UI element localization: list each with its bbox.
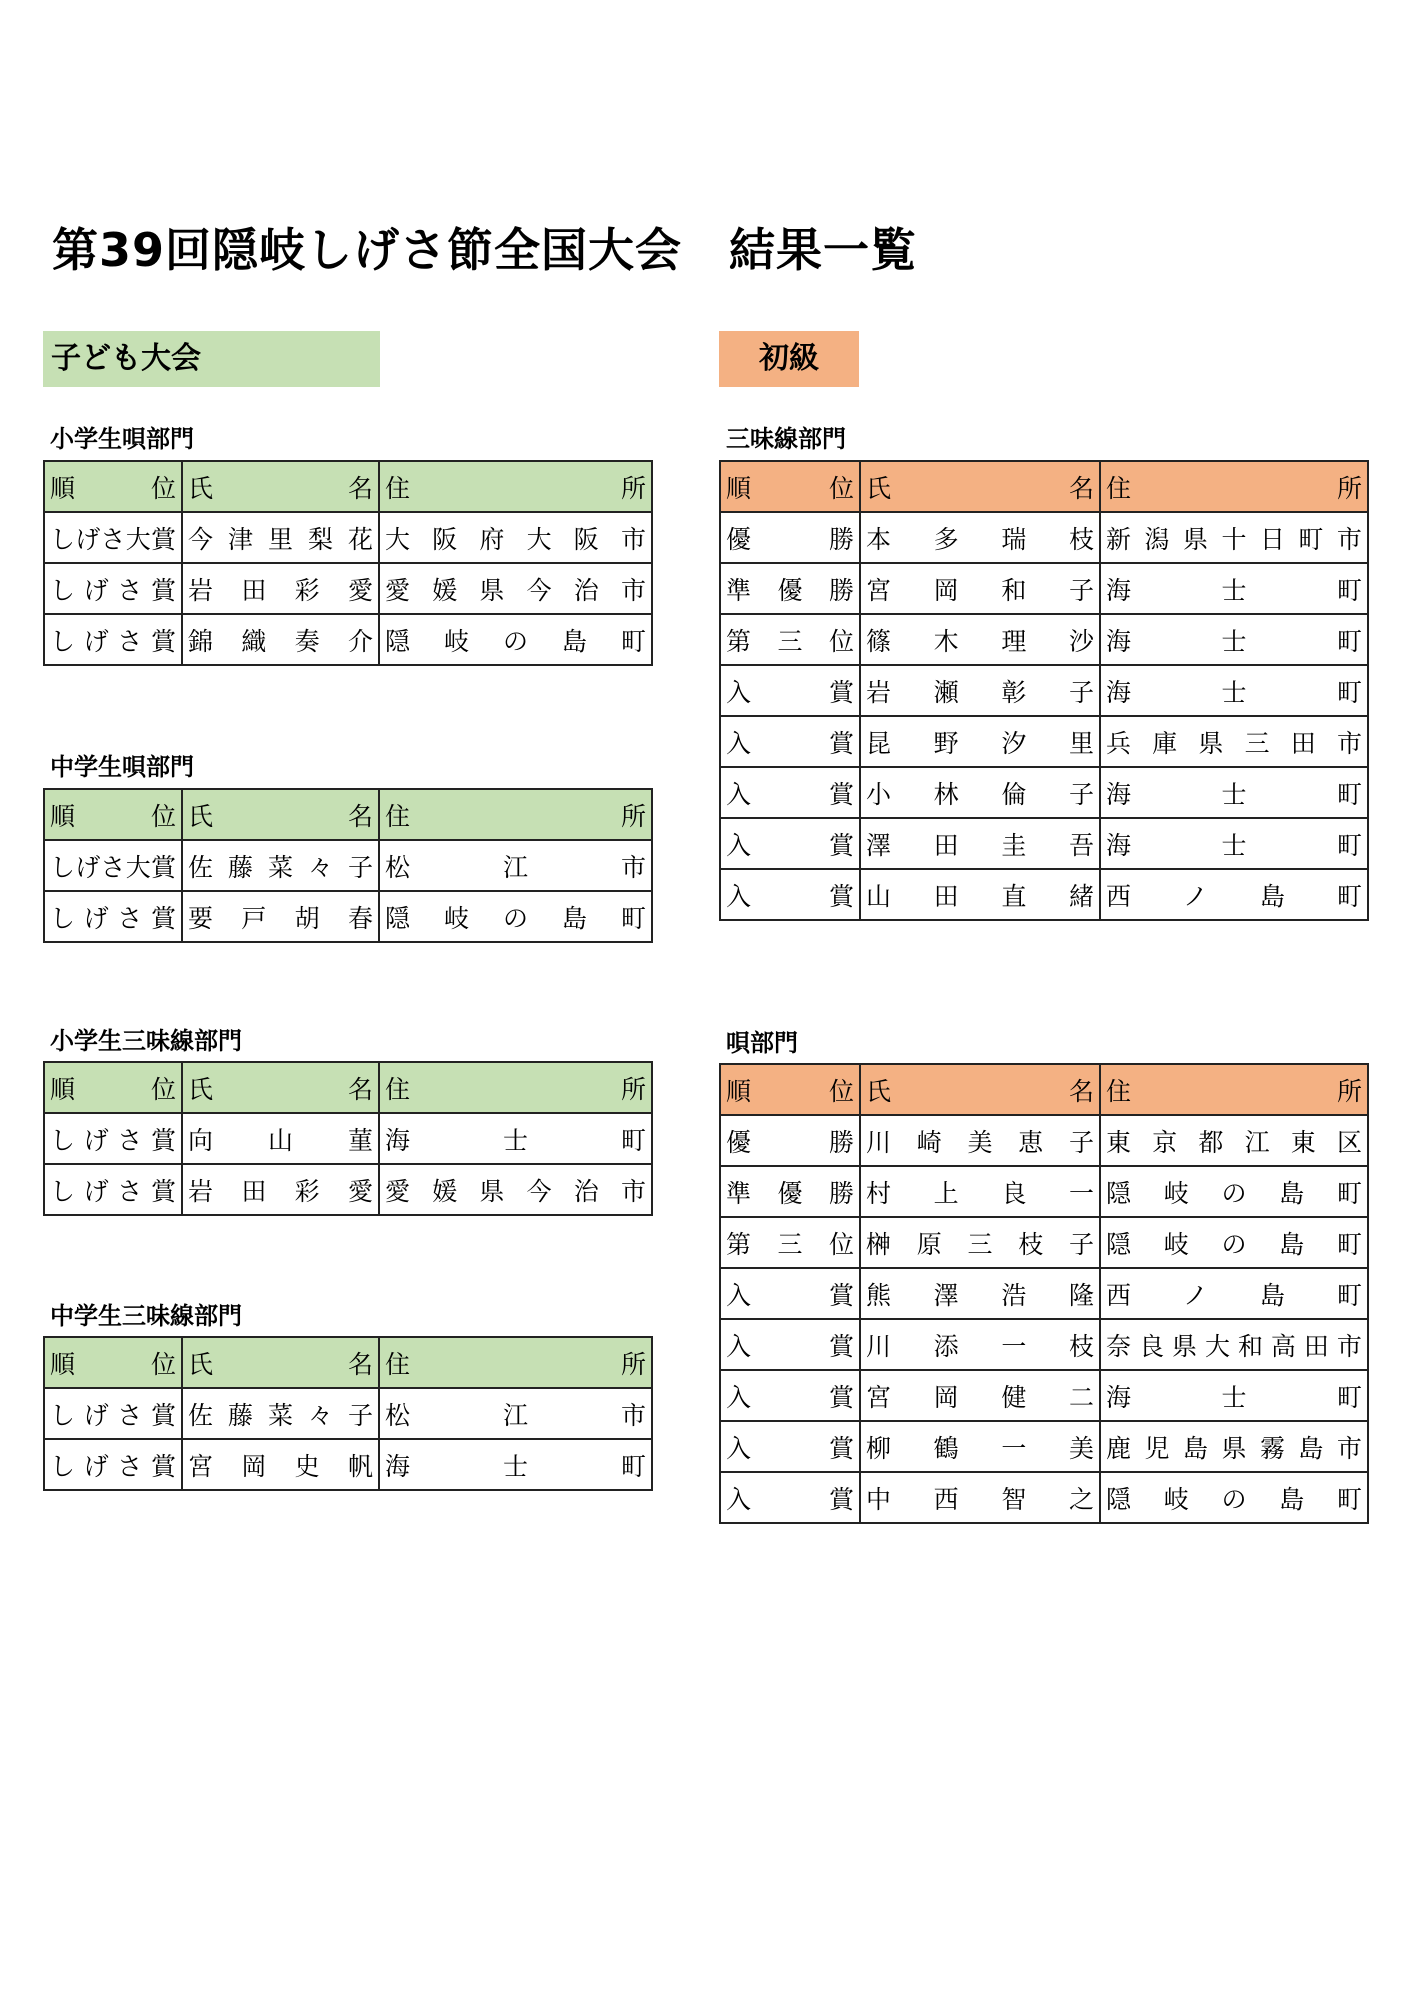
table-row — [720, 1421, 1368, 1472]
address-cell — [379, 1388, 652, 1439]
name-cell — [860, 1421, 1100, 1472]
header-address — [1100, 1064, 1368, 1115]
name-cell-text: 錦 織 奏 介 — [188, 626, 373, 656]
rank-cell-text: 準 優 勝 — [726, 1178, 854, 1208]
header-name — [182, 789, 379, 840]
header-rank-text: 順 位 — [50, 1074, 176, 1104]
address-cell — [379, 1164, 652, 1215]
header-address-text: 住 所 — [385, 1349, 646, 1379]
rank-cell-text: 入 賞 — [726, 830, 854, 860]
address-cell — [379, 512, 652, 563]
name-cell — [860, 716, 1100, 767]
address-cell — [1100, 1268, 1368, 1319]
name-cell — [182, 1439, 379, 1490]
header-name-text: 氏 名 — [866, 473, 1094, 503]
name-cell-text: 昆 野 汐 里 — [866, 728, 1094, 758]
table-row — [44, 1439, 652, 1490]
name-cell — [860, 767, 1100, 818]
name-cell — [860, 869, 1100, 920]
name-cell — [860, 1319, 1100, 1370]
table-row — [720, 665, 1368, 716]
table-row — [720, 818, 1368, 869]
results-table-elementary-song — [43, 460, 653, 666]
name-cell — [860, 1115, 1100, 1166]
name-cell-text: 本 多 瑞 枝 — [866, 524, 1094, 554]
rank-cell — [720, 563, 860, 614]
rank-cell-text: し げ さ 賞 — [50, 1176, 176, 1206]
rank-cell-text: し げ さ 賞 — [50, 1400, 176, 1430]
name-cell — [182, 1164, 379, 1215]
header-address — [379, 461, 652, 512]
rank-cell-text: 入 賞 — [726, 1433, 854, 1463]
rank-cell — [44, 563, 182, 614]
address-cell — [1100, 1166, 1368, 1217]
rank-cell-text: し げ さ 賞 — [50, 903, 176, 933]
table-header-row — [44, 789, 652, 840]
name-cell-text: 宮 岡 和 子 — [866, 575, 1094, 605]
section-title-junior-shamisen: 中学生三味線部門 — [50, 1302, 242, 1330]
address-cell-text: 海 士 町 — [385, 1125, 646, 1155]
table-header-row — [720, 1064, 1368, 1115]
name-cell-text: 村 上 良 一 — [866, 1178, 1094, 1208]
table-row — [44, 563, 652, 614]
rank-cell-text: 入 賞 — [726, 677, 854, 707]
header-address-text: 住 所 — [385, 473, 646, 503]
rank-cell-text: し げ さ 賞 — [50, 626, 176, 656]
rank-cell — [720, 1370, 860, 1421]
rank-cell-text: 入 賞 — [726, 1382, 854, 1412]
address-cell — [1100, 614, 1368, 665]
address-cell-text: 隠 岐 の 島 町 — [1106, 1178, 1362, 1208]
address-cell — [379, 1113, 652, 1164]
header-address — [379, 789, 652, 840]
rank-cell — [720, 665, 860, 716]
header-address — [379, 1337, 652, 1388]
address-cell-text: 海 士 町 — [1106, 779, 1362, 809]
section-title-elementary-shamisen: 小学生三味線部門 — [50, 1027, 242, 1055]
results-table-song — [719, 1063, 1369, 1524]
table-row — [720, 563, 1368, 614]
table-row — [44, 1164, 652, 1215]
name-cell-text: 向 山 菫 — [188, 1125, 373, 1155]
address-cell — [1100, 1319, 1368, 1370]
table-row — [44, 840, 652, 891]
name-cell — [182, 1388, 379, 1439]
header-name-text: 氏 名 — [188, 473, 373, 503]
address-cell — [1100, 869, 1368, 920]
table-header-row — [44, 1337, 652, 1388]
table-row — [720, 1217, 1368, 1268]
table-row — [720, 512, 1368, 563]
section-title-junior-song: 中学生唄部門 — [50, 753, 194, 781]
rank-cell — [720, 818, 860, 869]
rank-cell — [720, 1166, 860, 1217]
name-cell-text: 岩 田 彩 愛 — [188, 1176, 373, 1206]
rank-cell-text: 第 三 位 — [726, 1229, 854, 1259]
header-rank-text: 順 位 — [50, 1349, 176, 1379]
header-address-text: 住 所 — [385, 801, 646, 831]
results-table-junior-song — [43, 788, 653, 943]
rank-cell-text: し げ さ 賞 — [50, 1125, 176, 1155]
address-cell — [1100, 1472, 1368, 1523]
address-cell-text: 隠 岐 の 島 町 — [1106, 1484, 1362, 1514]
header-rank — [720, 461, 860, 512]
name-cell-text: 宮 岡 健 二 — [866, 1382, 1094, 1412]
name-cell — [860, 818, 1100, 869]
address-cell-text: 鹿 児 島 県 霧 島 市 — [1106, 1433, 1362, 1463]
table-row — [720, 1319, 1368, 1370]
header-rank — [44, 1062, 182, 1113]
header-name-text: 氏 名 — [188, 1349, 373, 1379]
section-title-song: 唄部門 — [726, 1029, 798, 1057]
table-row — [44, 891, 652, 942]
section-title-shamisen: 三味線部門 — [726, 425, 846, 453]
rank-cell — [44, 1439, 182, 1490]
rank-cell — [720, 512, 860, 563]
header-rank — [720, 1064, 860, 1115]
rank-cell — [44, 1113, 182, 1164]
rank-cell — [44, 891, 182, 942]
beginner-category-badge: 初級 — [719, 331, 859, 387]
name-cell-text: 小 林 倫 子 — [866, 779, 1094, 809]
name-cell — [860, 1370, 1100, 1421]
rank-cell-text: 入 賞 — [726, 779, 854, 809]
table-header-row — [44, 461, 652, 512]
header-rank-text: 順 位 — [50, 801, 176, 831]
header-rank-text: 順 位 — [726, 1076, 854, 1106]
header-name — [182, 1062, 379, 1113]
header-rank — [44, 461, 182, 512]
name-cell — [860, 1472, 1100, 1523]
table-row — [720, 1472, 1368, 1523]
rank-cell — [44, 614, 182, 665]
rank-cell-text: 準 優 勝 — [726, 575, 854, 605]
rank-cell-text: 優 勝 — [726, 1127, 854, 1157]
table-row — [720, 767, 1368, 818]
table-row — [720, 1268, 1368, 1319]
name-cell — [182, 563, 379, 614]
address-cell-text: 奈 良 県 大 和 高 田 市 — [1106, 1331, 1362, 1361]
rank-cell-text: 入 賞 — [726, 1484, 854, 1514]
name-cell-text: 熊 澤 浩 隆 — [866, 1280, 1094, 1310]
name-cell — [860, 1268, 1100, 1319]
results-table-junior-shamisen — [43, 1336, 653, 1491]
header-name — [860, 1064, 1100, 1115]
rank-cell-text: し げ さ 賞 — [50, 1451, 176, 1481]
name-cell-text: 柳 鶴 一 美 — [866, 1433, 1094, 1463]
address-cell-text: 海 士 町 — [1106, 830, 1362, 860]
address-cell — [1100, 1421, 1368, 1472]
address-cell-text: 東 京 都 江 東 区 — [1106, 1127, 1362, 1157]
header-name-text: 氏 名 — [188, 1074, 373, 1104]
name-cell-text: 榊 原 三 枝 子 — [866, 1229, 1094, 1259]
name-cell-text: 川 崎 美 恵 子 — [866, 1127, 1094, 1157]
table-row — [720, 716, 1368, 767]
table-row — [720, 1115, 1368, 1166]
name-cell-text: 宮 岡 史 帆 — [188, 1451, 373, 1481]
rank-cell-text: し げ さ 大 賞 — [50, 852, 176, 882]
address-cell-text: 愛 媛 県 今 治 市 — [385, 1176, 646, 1206]
rank-cell — [720, 1319, 860, 1370]
address-cell-text: 海 士 町 — [1106, 677, 1362, 707]
address-cell-text: 新 潟 県 十 日 町 市 — [1106, 524, 1362, 554]
address-cell — [1100, 1370, 1368, 1421]
name-cell — [182, 1113, 379, 1164]
name-cell — [860, 512, 1100, 563]
name-cell — [860, 563, 1100, 614]
address-cell-text: 愛 媛 県 今 治 市 — [385, 575, 646, 605]
rank-cell — [720, 1421, 860, 1472]
name-cell — [860, 614, 1100, 665]
name-cell — [860, 1217, 1100, 1268]
address-cell-text: 海 士 町 — [1106, 1382, 1362, 1412]
address-cell-text: 西 ノ 島 町 — [1106, 881, 1362, 911]
header-name-text: 氏 名 — [866, 1076, 1094, 1106]
address-cell — [379, 840, 652, 891]
name-cell-text: 今 津 里 梨 花 — [188, 524, 373, 554]
address-cell-text: 海 士 町 — [1106, 575, 1362, 605]
table-row — [720, 1166, 1368, 1217]
rank-cell — [720, 767, 860, 818]
header-name — [182, 1337, 379, 1388]
header-name — [860, 461, 1100, 512]
header-rank — [44, 1337, 182, 1388]
header-address — [379, 1062, 652, 1113]
header-address — [1100, 461, 1368, 512]
table-row — [44, 614, 652, 665]
rank-cell-text: し げ さ 賞 — [50, 575, 176, 605]
name-cell-text: 川 添 一 枝 — [866, 1331, 1094, 1361]
table-header-row — [720, 461, 1368, 512]
table-header-row — [44, 1062, 652, 1113]
rank-cell — [44, 512, 182, 563]
name-cell — [182, 840, 379, 891]
table-row — [44, 512, 652, 563]
address-cell — [1100, 563, 1368, 614]
address-cell — [379, 614, 652, 665]
section-title-elementary-song: 小学生唄部門 — [50, 425, 194, 453]
name-cell-text: 岩 瀬 彰 子 — [866, 677, 1094, 707]
address-cell — [379, 563, 652, 614]
kids-category-badge: 子ども大会 — [43, 331, 380, 387]
address-cell-text: 海 士 町 — [385, 1451, 646, 1481]
address-cell-text: 西 ノ 島 町 — [1106, 1280, 1362, 1310]
name-cell — [860, 1166, 1100, 1217]
header-address-text: 住 所 — [1106, 473, 1362, 503]
table-row — [720, 869, 1368, 920]
rank-cell — [44, 1164, 182, 1215]
rank-cell — [720, 869, 860, 920]
address-cell-text: 隠 岐 の 島 町 — [1106, 1229, 1362, 1259]
table-row — [720, 1370, 1368, 1421]
address-cell-text: 兵 庫 県 三 田 市 — [1106, 728, 1362, 758]
name-cell-text: 中 西 智 之 — [866, 1484, 1094, 1514]
name-cell — [860, 665, 1100, 716]
name-cell — [182, 614, 379, 665]
name-cell — [182, 512, 379, 563]
rank-cell — [720, 1268, 860, 1319]
header-address-text: 住 所 — [1106, 1076, 1362, 1106]
address-cell — [1100, 716, 1368, 767]
rank-cell — [720, 1472, 860, 1523]
address-cell-text: 大 阪 府 大 阪 市 — [385, 524, 646, 554]
table-row — [44, 1113, 652, 1164]
table-row — [44, 1388, 652, 1439]
rank-cell-text: 入 賞 — [726, 881, 854, 911]
name-cell — [182, 891, 379, 942]
address-cell-text: 松 江 市 — [385, 852, 646, 882]
header-rank — [44, 789, 182, 840]
header-rank-text: 順 位 — [50, 473, 176, 503]
rank-cell — [44, 1388, 182, 1439]
name-cell-text: 佐 藤 菜 々 子 — [188, 852, 373, 882]
results-table-shamisen — [719, 460, 1369, 921]
name-cell-text: 篠 木 理 沙 — [866, 626, 1094, 656]
address-cell-text: 隠 岐 の 島 町 — [385, 626, 646, 656]
address-cell — [1100, 665, 1368, 716]
header-rank-text: 順 位 — [726, 473, 854, 503]
rank-cell-text: 入 賞 — [726, 728, 854, 758]
name-cell-text: 佐 藤 菜 々 子 — [188, 1400, 373, 1430]
address-cell — [1100, 512, 1368, 563]
rank-cell-text: し げ さ 大 賞 — [50, 524, 176, 554]
rank-cell — [720, 1115, 860, 1166]
header-address-text: 住 所 — [385, 1074, 646, 1104]
name-cell-text: 山 田 直 緒 — [866, 881, 1094, 911]
name-cell-text: 岩 田 彩 愛 — [188, 575, 373, 605]
rank-cell — [720, 716, 860, 767]
header-name — [182, 461, 379, 512]
results-table-elementary-shamisen — [43, 1061, 653, 1216]
address-cell — [1100, 818, 1368, 869]
address-cell — [379, 891, 652, 942]
page-title: 第39回隠岐しげさ節全国大会 結果一覧 — [52, 223, 918, 277]
address-cell-text: 松 江 市 — [385, 1400, 646, 1430]
rank-cell-text: 第 三 位 — [726, 626, 854, 656]
address-cell — [1100, 767, 1368, 818]
address-cell — [1100, 1115, 1368, 1166]
rank-cell-text: 優 勝 — [726, 524, 854, 554]
address-cell — [379, 1439, 652, 1490]
address-cell — [1100, 1217, 1368, 1268]
rank-cell-text: 入 賞 — [726, 1331, 854, 1361]
address-cell-text: 隠 岐 の 島 町 — [385, 903, 646, 933]
name-cell-text: 澤 田 圭 吾 — [866, 830, 1094, 860]
rank-cell-text: 入 賞 — [726, 1280, 854, 1310]
table-row — [720, 614, 1368, 665]
rank-cell — [44, 840, 182, 891]
header-name-text: 氏 名 — [188, 801, 373, 831]
address-cell-text: 海 士 町 — [1106, 626, 1362, 656]
name-cell-text: 要 戸 胡 春 — [188, 903, 373, 933]
rank-cell — [720, 1217, 860, 1268]
rank-cell — [720, 614, 860, 665]
